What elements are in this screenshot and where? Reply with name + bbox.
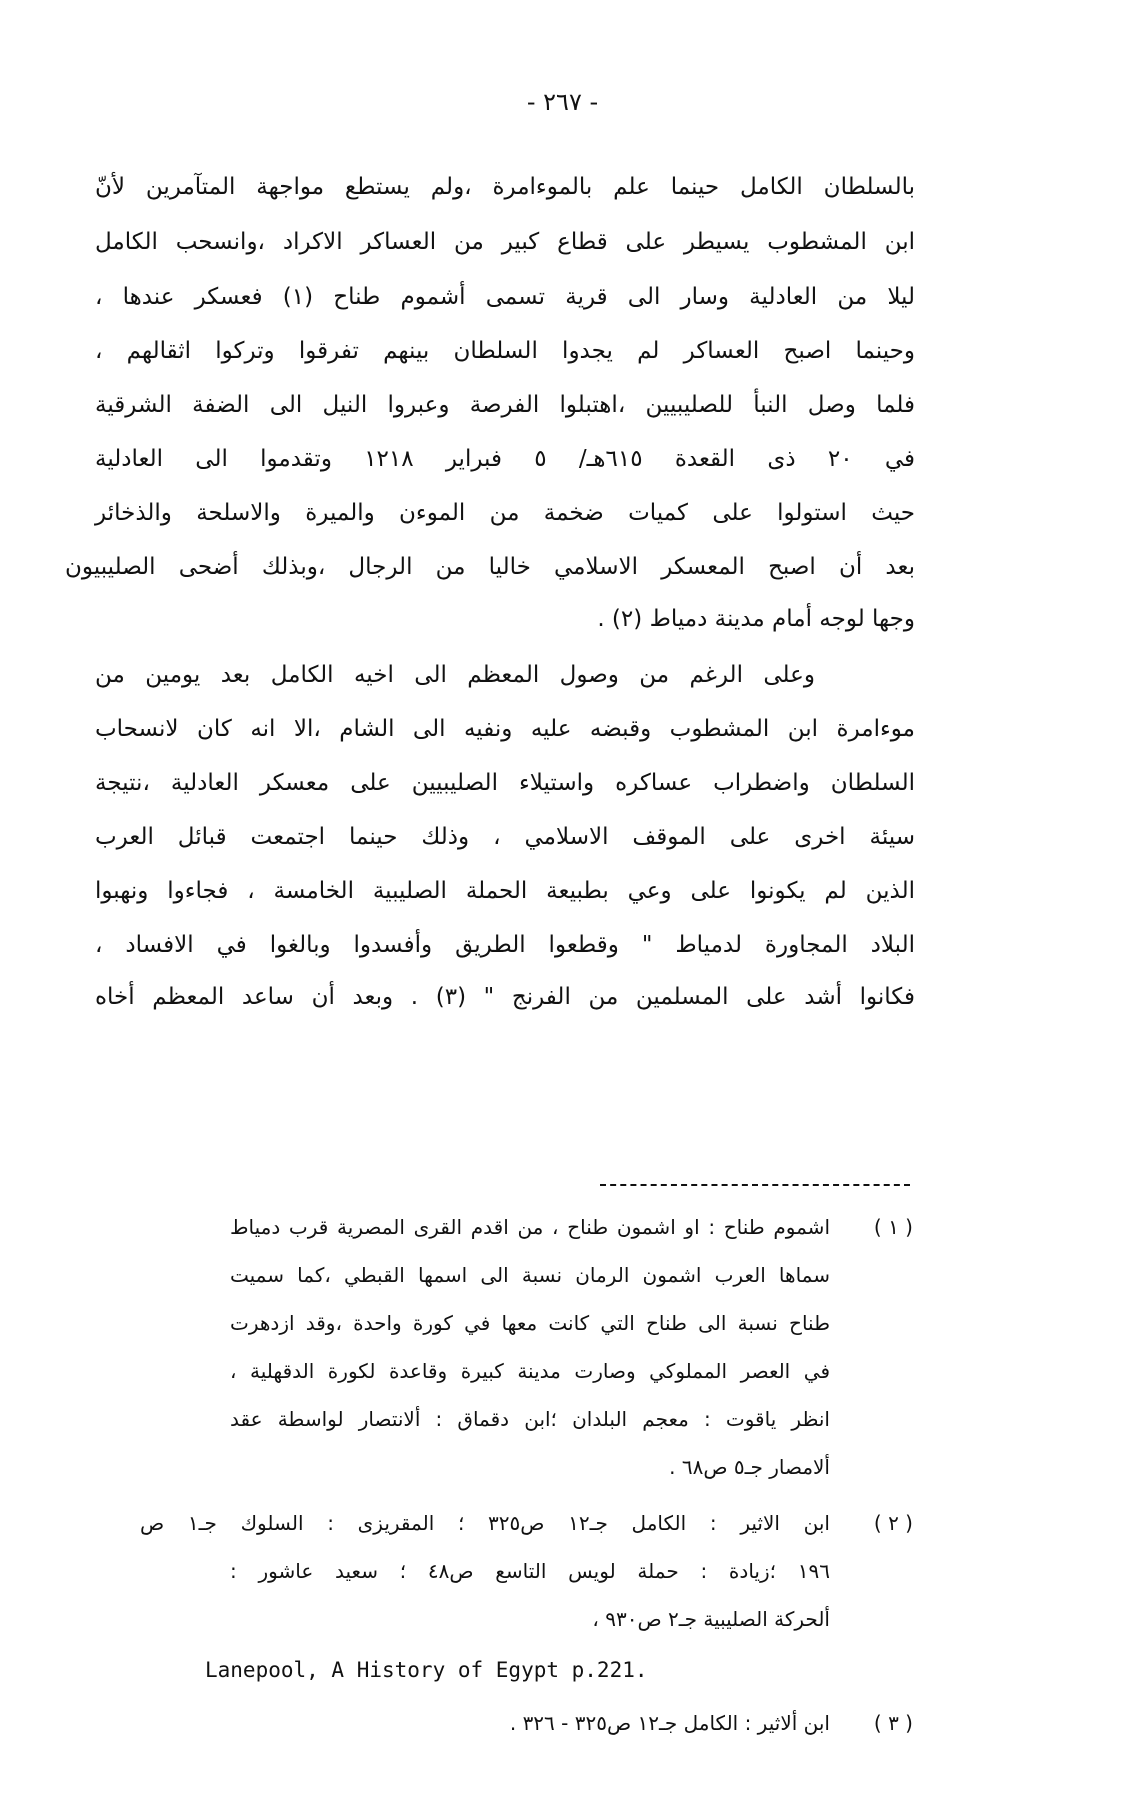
footnote-line: ألحركة الصليبية جـ٢ ص٩٣٠ ، <box>592 1607 830 1631</box>
footnote-marker: ( ٣ ) <box>873 1711 913 1735</box>
body-line: ليلا من العادلية وسار الى قرية تسمى أشموم طناح (١) فعسكر عندها ، <box>95 284 915 310</box>
body-line: فلما وصل النبأ للصليبيين ،اهتبلوا الفرصة وعبروا النيل الى الضفة الشرقية <box>95 392 915 418</box>
latin-citation: Lanepool, A History of Egypt p.221. <box>205 1658 648 1682</box>
body-line: في ٢٠ ذى القعدة ٦١٥هـ/ ٥ فبراير ١٢١٨ وتقدموا الى العادلية <box>95 446 915 472</box>
body-line: موءامرة ابن المشطوب وقبضه عليه ونفيه الى الشام ،الا انه كان لانسحاب <box>95 716 915 742</box>
body-line: السلطان واضطراب عساكره واستيلاء الصليبيين على معسكر العادلية ،نتيجة <box>95 770 915 796</box>
footnote-line: سماها العرب اشمون الرمان نسبة الى اسمها القبطي ،كما سميت <box>230 1263 830 1287</box>
body-line: بالسلطان الكامل حينما علم بالموءامرة ،ولم يستطع مواجهة المتآمرين لأنّ <box>95 174 915 200</box>
body-line: سيئة اخرى على الموقف الاسلامي ، وذلك حينما اجتمعت قبائل العرب <box>95 824 915 850</box>
body-line: وجها لوجه أمام مدينة دمياط (٢) . <box>597 606 915 632</box>
footnote-line: ألامصار جـ٥ ص٦٨ . <box>669 1455 830 1479</box>
footnote-line: في العصر المملوكي وصارت مدينة كبيرة وقاعدة لكورة الدقهلية ، <box>230 1359 830 1383</box>
footnote-line: اشموم طناح : او اشمون طناح ، من اقدم القرى المصرية قرب دمياط <box>230 1215 830 1239</box>
footnote-line: طناح نسبة الى طناح التي كانت معها في كورة واحدة ،وقد ازدهرت <box>230 1311 830 1335</box>
body-line: البلاد المجاورة لدمياط " وقطعوا الطريق وأفسدوا وبالغوا في الافساد ، <box>95 932 915 958</box>
footnote-line: ابن ألاثير : الكامل جـ١٢ ص٣٢٥ - ٣٢٦ . <box>509 1711 830 1735</box>
page-number: - ٢٦٧ - <box>526 88 599 116</box>
body-line: فكانوا أشد على المسلمين من الفرنج " (٣) . وبعد أن ساعد المعظم أخاه <box>95 984 915 1010</box>
footnote-separator <box>600 1184 910 1186</box>
footnote-line: ١٩٦ ؛زيادة : حملة لويس التاسع ص٤٨ ؛ سعيد عاشور : <box>230 1559 830 1583</box>
footnote-line: ابن الاثير : الكامل جـ١٢ ص٣٢٥ ؛ المقريزى : السلوك جـ١ ص <box>140 1511 830 1535</box>
footnote-marker: ( ١ ) <box>873 1215 913 1239</box>
body-line: وعلى الرغم من وصول المعظم الى اخيه الكامل بعد يومين من <box>95 662 815 688</box>
footnote-marker: ( ٢ ) <box>873 1511 913 1535</box>
footnote-line: انظر ياقوت : معجم البلدان ؛ابن دقماق : ألانتصار لواسطة عقد <box>230 1407 830 1431</box>
body-line: بعد أن اصبح المعسكر الاسلامي خاليا من الرجال ،وبذلك أضحى الصليبيون <box>65 554 915 580</box>
body-line: ابن المشطوب يسيطر على قطاع كبير من العساكر الاكراد ،وانسحب الكامل <box>95 229 915 255</box>
body-line: وحينما اصبح العساكر لم يجدوا السلطان بينهم تفرقوا وتركوا اثقالهم ، <box>95 338 915 364</box>
body-line: الذين لم يكونوا على وعي بطبيعة الحملة الصليبية الخامسة ، فجاءوا ونهبوا <box>95 878 915 904</box>
body-line: حيث استولوا على كميات ضخمة من الموءن والميرة والاسلحة والذخائر <box>95 500 915 526</box>
